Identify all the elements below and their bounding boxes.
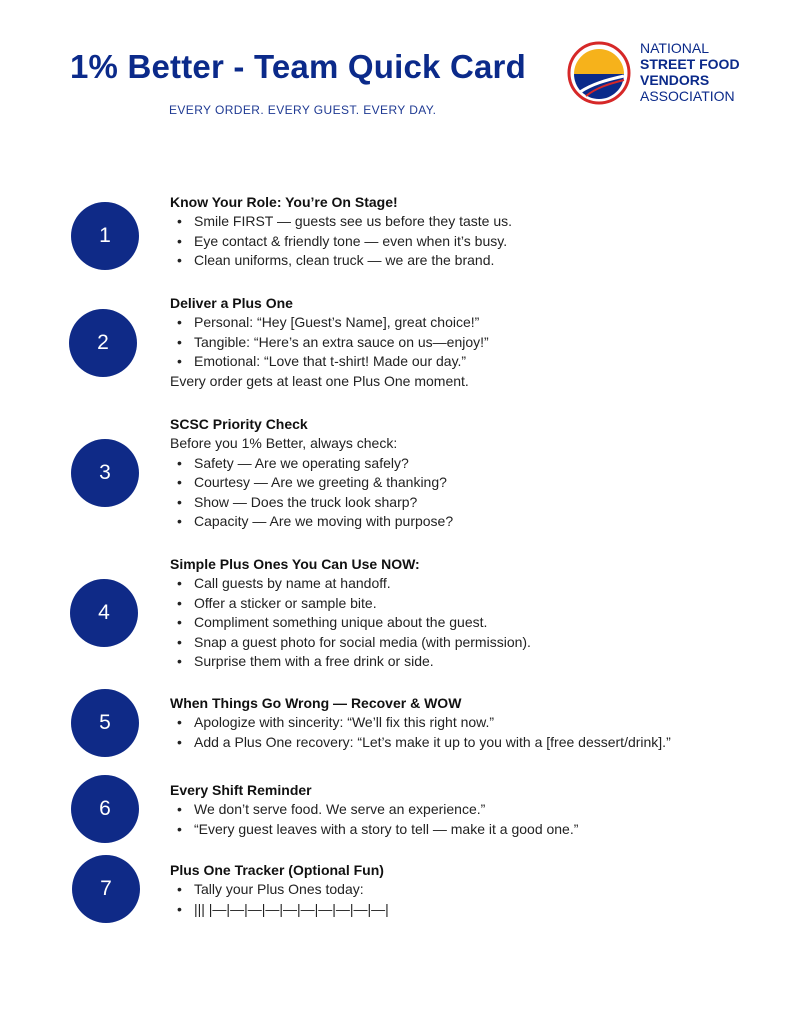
logo-line: ASSOCIATION <box>640 88 735 104</box>
association-logo-icon <box>566 40 632 106</box>
step-number-badge: 6 <box>71 775 139 843</box>
list-item: • Surprise them with a free drink or side. <box>170 652 770 672</box>
logo-line: VENDORS <box>640 72 710 88</box>
step-number-badge: 7 <box>72 855 140 923</box>
association-name <box>640 40 740 104</box>
step-number-badge: 4 <box>70 579 138 647</box>
list-item: • Personal: “Hey [Guest’s Name], great choice!” <box>170 313 770 333</box>
list-item: • Capacity — Are we moving with purpose? <box>170 512 770 532</box>
list-item: • Add a Plus One recovery: “Let’s make it up to you with a [free dessert/drink].” <box>170 733 770 753</box>
section-simple-plus-ones <box>170 555 770 672</box>
tagline: EVERY ORDER. EVERY GUEST. EVERY DAY. <box>169 103 437 117</box>
list-item: • Tangible: “Here’s an extra sauce on us—enjoy!” <box>170 333 770 353</box>
bullet-list <box>170 880 770 919</box>
bullet-list <box>170 800 770 839</box>
section-deliver-plus-one <box>170 294 770 391</box>
section-title: SCSC Priority Check <box>170 416 308 432</box>
list-item: • Eye contact & friendly tone — even when it’s busy. <box>170 232 770 252</box>
list-item: • Smile FIRST — guests see us before they taste us. <box>170 212 770 232</box>
logo-line: STREET FOOD <box>640 56 740 72</box>
section-know-your-role <box>170 193 770 271</box>
section-footer-note: Every order gets at least one Plus One moment. <box>170 372 469 389</box>
section-plus-one-tracker <box>170 861 770 919</box>
list-item: • Tally your Plus Ones today: <box>170 880 770 900</box>
section-scsc-priority-check <box>170 415 770 532</box>
list-item: • Call guests by name at handoff. <box>170 574 770 594</box>
section-title: Simple Plus Ones You Can Use NOW: <box>170 556 420 572</box>
section-title: Plus One Tracker (Optional Fun) <box>170 862 384 878</box>
list-item: • Apologize with sincerity: “We’ll fix this right now.” <box>170 713 770 733</box>
list-item: • Compliment something unique about the guest. <box>170 613 770 633</box>
bullet-list <box>170 713 770 752</box>
step-number-badge: 5 <box>71 689 139 757</box>
bullet-list <box>170 313 770 372</box>
step-number-badge: 3 <box>71 439 139 507</box>
list-item: • Safety — Are we operating safely? <box>170 454 770 474</box>
section-title: Every Shift Reminder <box>170 782 312 798</box>
step-number-badge: 1 <box>71 202 139 270</box>
step-number-badge: 2 <box>69 309 137 377</box>
section-recover-and-wow <box>170 694 770 752</box>
list-item: • Clean uniforms, clean truck — we are the brand. <box>170 251 770 271</box>
section-every-shift-reminder <box>170 781 770 839</box>
page-title: 1% Better - Team Quick Card <box>70 48 526 85</box>
logo-line: NATIONAL <box>640 40 709 56</box>
list-item: • Emotional: “Love that t-shirt! Made our day.” <box>170 352 770 372</box>
list-item: • Show — Does the truck look sharp? <box>170 493 770 513</box>
section-title: Deliver a Plus One <box>170 295 293 311</box>
section-title: Know Your Role: You’re On Stage! <box>170 194 398 210</box>
list-item: • Courtesy — Are we greeting & thanking? <box>170 473 770 493</box>
list-item: • We don’t serve food. We serve an experience.” <box>170 800 770 820</box>
section-title: When Things Go Wrong — Recover & WOW <box>170 695 462 711</box>
section-intro: Before you 1% Better, always check: <box>170 435 398 451</box>
list-item: • “Every guest leaves with a story to tell — make it a good one.” <box>170 820 770 840</box>
list-item: • Snap a guest photo for social media (with permission). <box>170 633 770 653</box>
tally-tracker: • ||| |—|—|—|—|—|—|—|—|—|—| <box>170 900 770 920</box>
list-item: • Offer a sticker or sample bite. <box>170 594 770 614</box>
bullet-list <box>170 574 770 672</box>
bullet-list <box>170 454 770 532</box>
bullet-list <box>170 212 770 271</box>
